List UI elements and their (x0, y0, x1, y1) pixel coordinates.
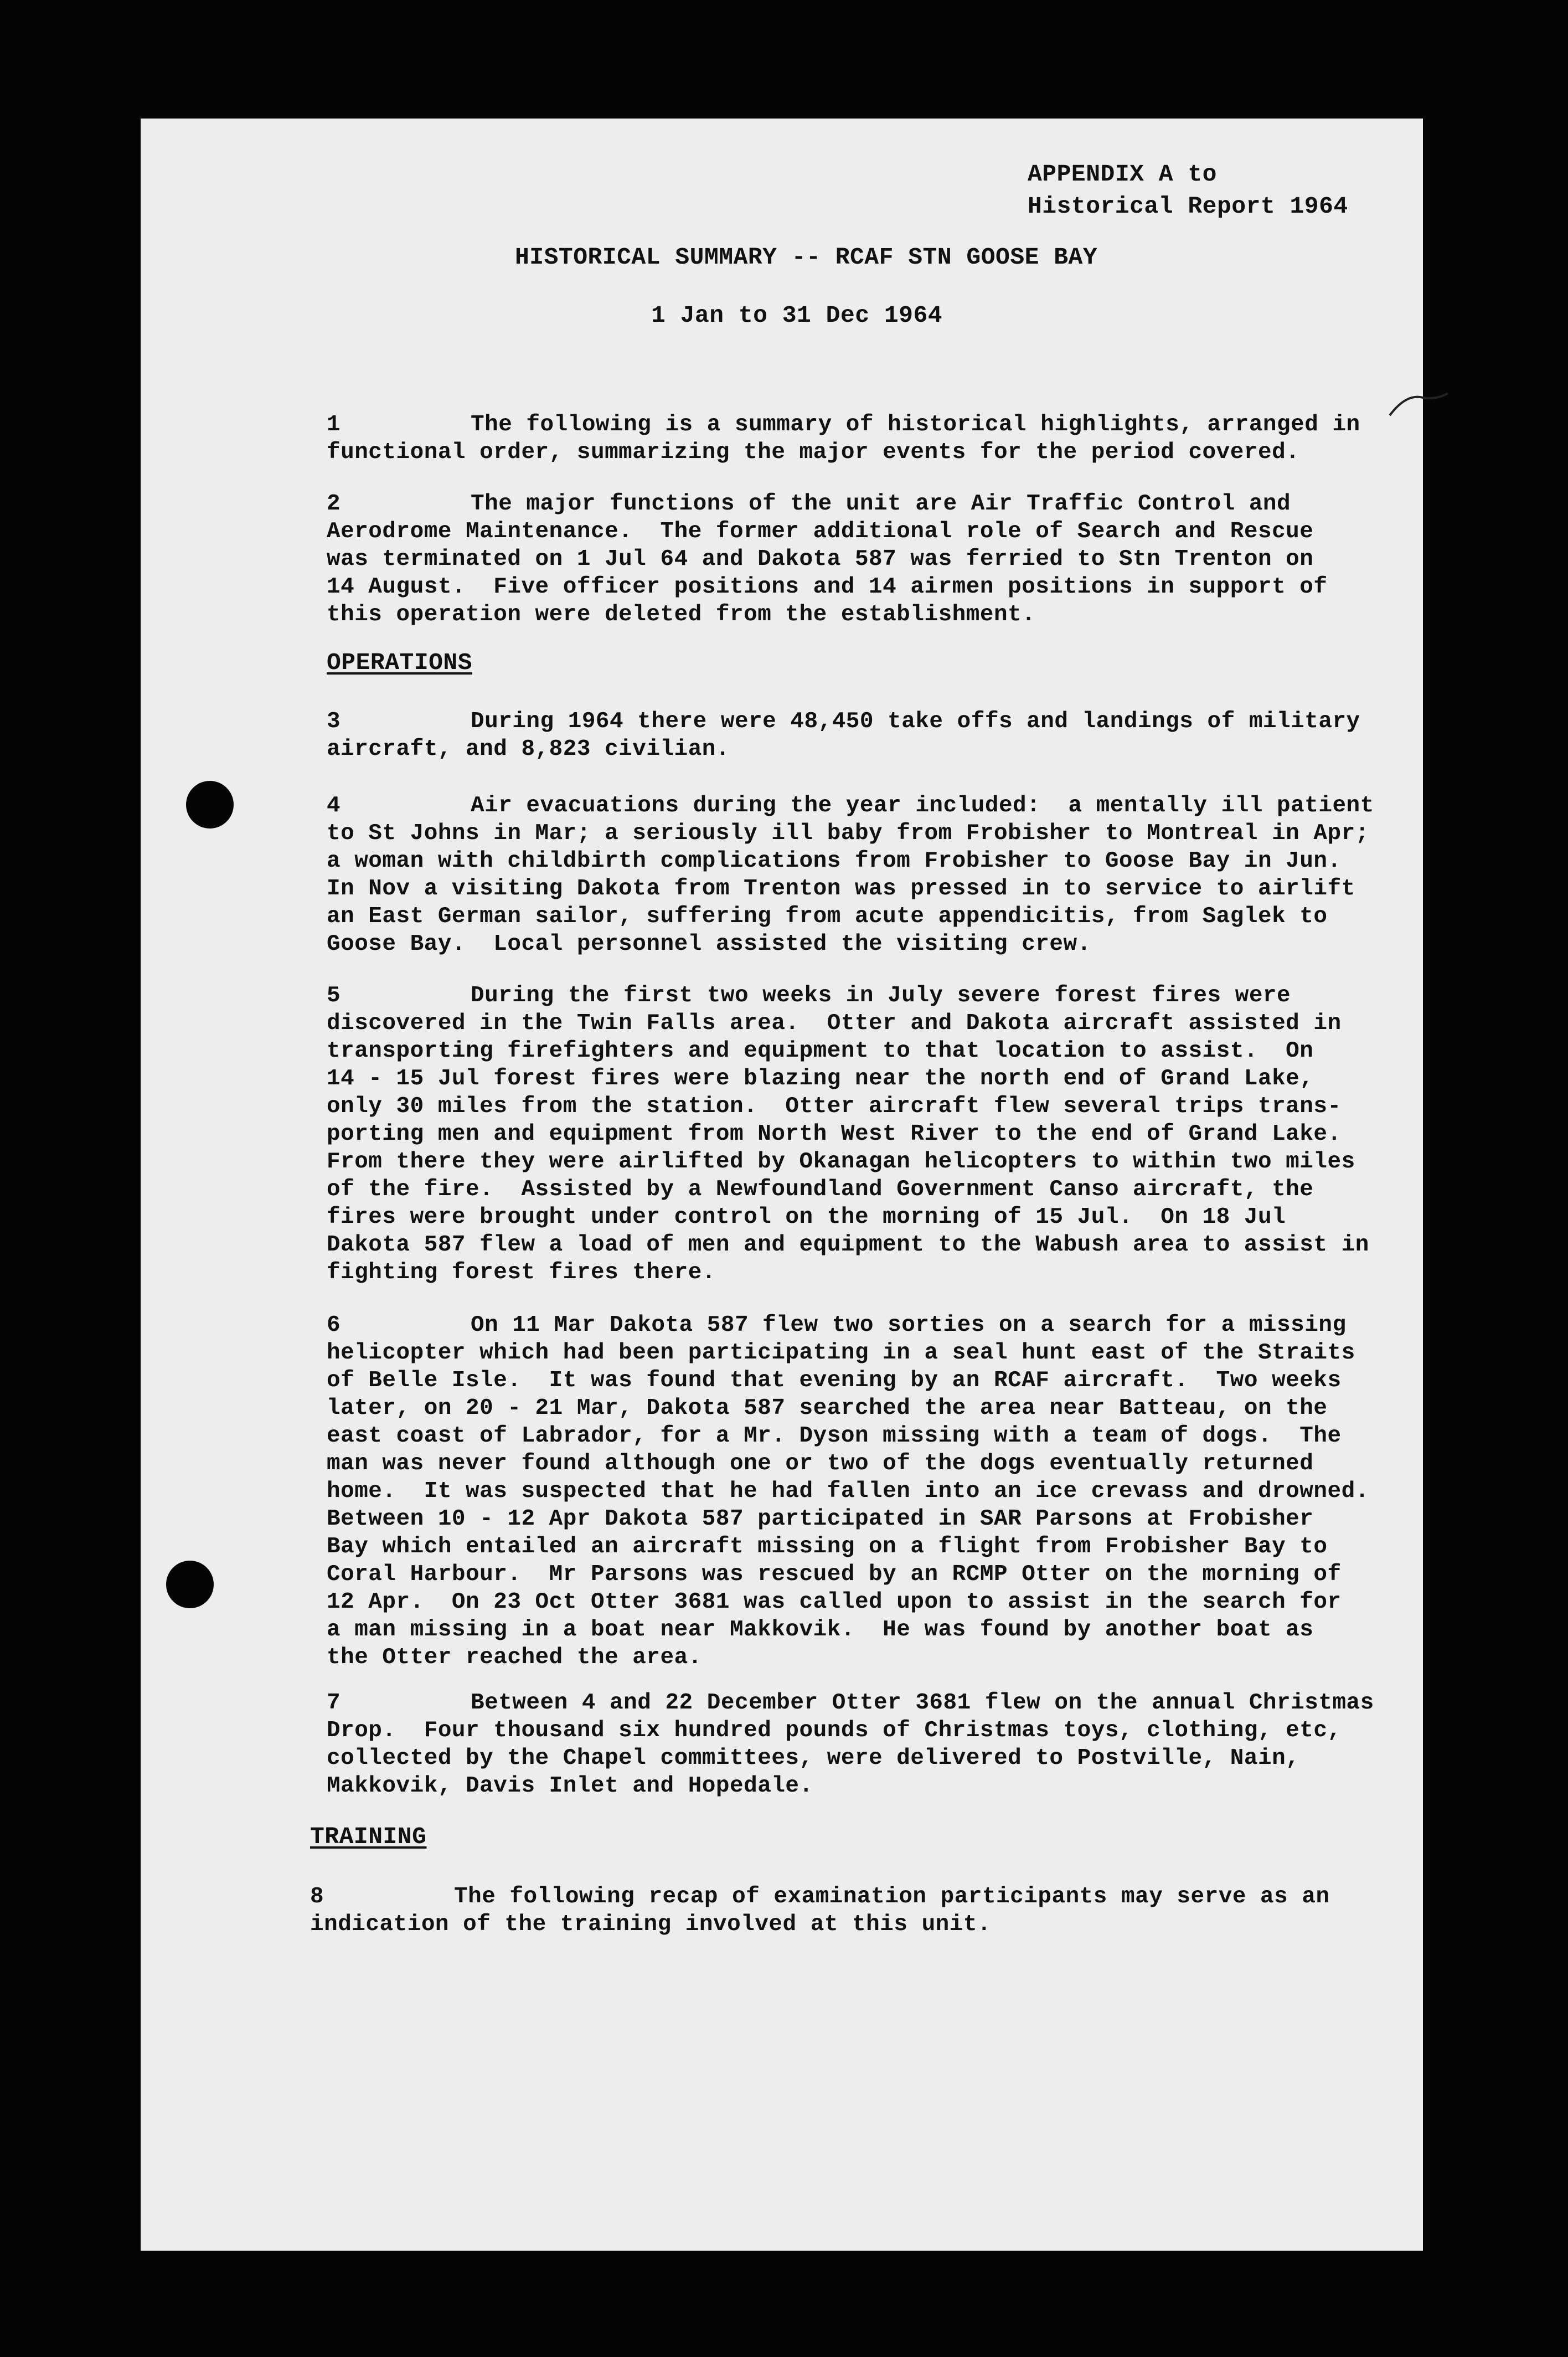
paragraph-number: 3 (327, 709, 341, 734)
paragraph-line: Aerodrome Maintenance. The former additional role of Search and Rescue (327, 519, 1314, 544)
page-title: HISTORICAL SUMMARY -- RCAF STN GOOSE BAY (515, 244, 1098, 271)
paragraph-line: Air evacuations during the year included: a mentally ill patient (471, 793, 1374, 819)
paragraph-line: Dakota 587 flew a load of men and equipment to the Wabush area to assist in (327, 1232, 1369, 1258)
paragraph-number: 5 (327, 983, 341, 1008)
paragraph-7 (327, 1689, 1379, 1800)
paragraph-line: 12 Apr. On 23 Oct Otter 3681 was called upon to assist in the search for (327, 1589, 1342, 1615)
paragraph-line: home. It was suspected that he had fallen into an ice crevass and drowned. (327, 1479, 1369, 1504)
paragraph-line: Between 4 and 22 December Otter 3681 flew on the annual Christmas (471, 1690, 1374, 1716)
paragraph-6 (327, 1311, 1379, 1671)
paragraph-line: of the fire. Assisted by a Newfoundland Government Canso aircraft, the (327, 1177, 1314, 1202)
paragraph-line: From there they were airlifted by Okanagan helicopters to within two miles (327, 1149, 1355, 1175)
paragraph-line: Bay which entailed an aircraft missing on a flight from Frobisher Bay to (327, 1534, 1328, 1560)
paragraph-line: porting men and equipment from North West River to the end of Grand Lake. (327, 1121, 1342, 1147)
paragraph-line: Coral Harbour. Mr Parsons was rescued by an RCMP Otter on the morning of (327, 1562, 1342, 1587)
paragraph-number: 7 (327, 1690, 341, 1716)
paragraph-line: helicopter which had been participating in a seal hunt east of the Straits (327, 1340, 1355, 1366)
paragraph-line: functional order, summarizing the major events for the period covered. (327, 440, 1300, 465)
paragraph-5 (327, 982, 1379, 1286)
section-heading-operations: OPERATIONS (327, 649, 473, 676)
paragraph-line: man was never found although one or two of the dogs eventually returned (327, 1451, 1314, 1476)
paragraph-line: discovered in the Twin Falls area. Otter and Dakota aircraft assisted in (327, 1011, 1342, 1036)
paragraph-line: The following is a summary of historical highlights, arranged in (471, 412, 1360, 438)
paragraph-line: 14 - 15 Jul forest fires were blazing near the north end of Grand Lake, (327, 1066, 1314, 1092)
paragraph-line: of Belle Isle. It was found that evening by an RCAF aircraft. Two weeks (327, 1368, 1342, 1393)
paragraph-number: 6 (327, 1313, 341, 1338)
paragraph-line: only 30 miles from the station. Otter aircraft flew several trips trans- (327, 1094, 1342, 1119)
appendix-header (1028, 158, 1348, 223)
paragraph-line: an East German sailor, suffering from acute appendicitis, from Saglek to (327, 904, 1328, 929)
paragraph-line: aircraft, and 8,823 civilian. (327, 737, 730, 762)
paragraph-line: fires were brought under control on the morning of 15 Jul. On 18 Jul (327, 1205, 1286, 1230)
punch-hole-bottom (166, 1561, 214, 1608)
paragraph-line: During 1964 there were 48,450 take offs and landings of military (471, 709, 1360, 734)
paragraph-line: Drop. Four thousand six hundred pounds of Christmas toys, clothing, etc, (327, 1718, 1342, 1743)
paragraph-1 (327, 411, 1379, 466)
paragraph-line: Goose Bay. Local personnel assisted the visiting crew. (327, 932, 1091, 957)
paragraph-line: east coast of Labrador, for a Mr. Dyson missing with a team of dogs. The (327, 1423, 1342, 1449)
paragraph-line: was terminated on 1 Jul 64 and Dakota 587 was ferried to Stn Trenton on (327, 547, 1314, 572)
paragraph-8 (310, 1883, 1362, 1938)
paragraph-line: Makkovik, Davis Inlet and Hopedale. (327, 1773, 813, 1799)
paragraph-line: transporting firefighters and equipment to that location to assist. On (327, 1038, 1314, 1064)
paragraph-line: Between 10 - 12 Apr Dakota 587 participated in SAR Parsons at Frobisher (327, 1506, 1314, 1532)
paragraph-line: During the first two weeks in July severe forest fires were (471, 983, 1291, 1008)
paragraph-line: a man missing in a boat near Makkovik. He was found by another boat as (327, 1617, 1314, 1643)
paragraph-line: a woman with childbirth complications from Frobisher to Goose Bay in Jun. (327, 848, 1342, 874)
paragraph-number: 4 (327, 793, 341, 819)
paragraph-line: The following recap of examination participants may serve as an (454, 1884, 1330, 1910)
paragraph-line: this operation were deleted from the establishment. (327, 602, 1036, 627)
paragraph-line: indication of the training involved at this unit. (310, 1912, 992, 1937)
paragraph-4 (327, 792, 1379, 958)
punch-hole-top (186, 781, 234, 828)
paragraph-line: collected by the Chapel committees, were delivered to Postville, Nain, (327, 1746, 1300, 1771)
paragraph-2 (327, 490, 1379, 629)
paragraph-line: the Otter reached the area. (327, 1645, 702, 1670)
paragraph-line: fighting forest fires there. (327, 1260, 716, 1285)
paragraph-line: On 11 Mar Dakota 587 flew two sorties on a search for a missing (471, 1313, 1347, 1338)
section-heading-training: TRAINING (310, 1823, 427, 1850)
appendix-line-2: Historical Report 1964 (1028, 193, 1348, 220)
report-period: 1 Jan to 31 Dec 1964 (651, 302, 943, 329)
paragraph-number: 8 (310, 1884, 324, 1910)
paragraph-line: to St Johns in Mar; a seriously ill baby from Frobisher to Montreal in Apr; (327, 821, 1369, 846)
paragraph-number: 1 (327, 412, 341, 438)
paragraph-line: later, on 20 - 21 Mar, Dakota 587 searched the area near Batteau, on the (327, 1396, 1328, 1421)
paragraph-line: The major functions of the unit are Air Traffic Control and (471, 491, 1291, 517)
paragraph-line: 14 August. Five officer positions and 14 airmen positions in support of (327, 574, 1328, 600)
paragraph-line: In Nov a visiting Dakota from Trenton was pressed in to service to airlift (327, 876, 1355, 902)
appendix-line-1: APPENDIX A to (1028, 161, 1217, 188)
paragraph-number: 2 (327, 491, 341, 517)
paragraph-3 (327, 708, 1379, 763)
pen-mark (1384, 388, 1451, 421)
